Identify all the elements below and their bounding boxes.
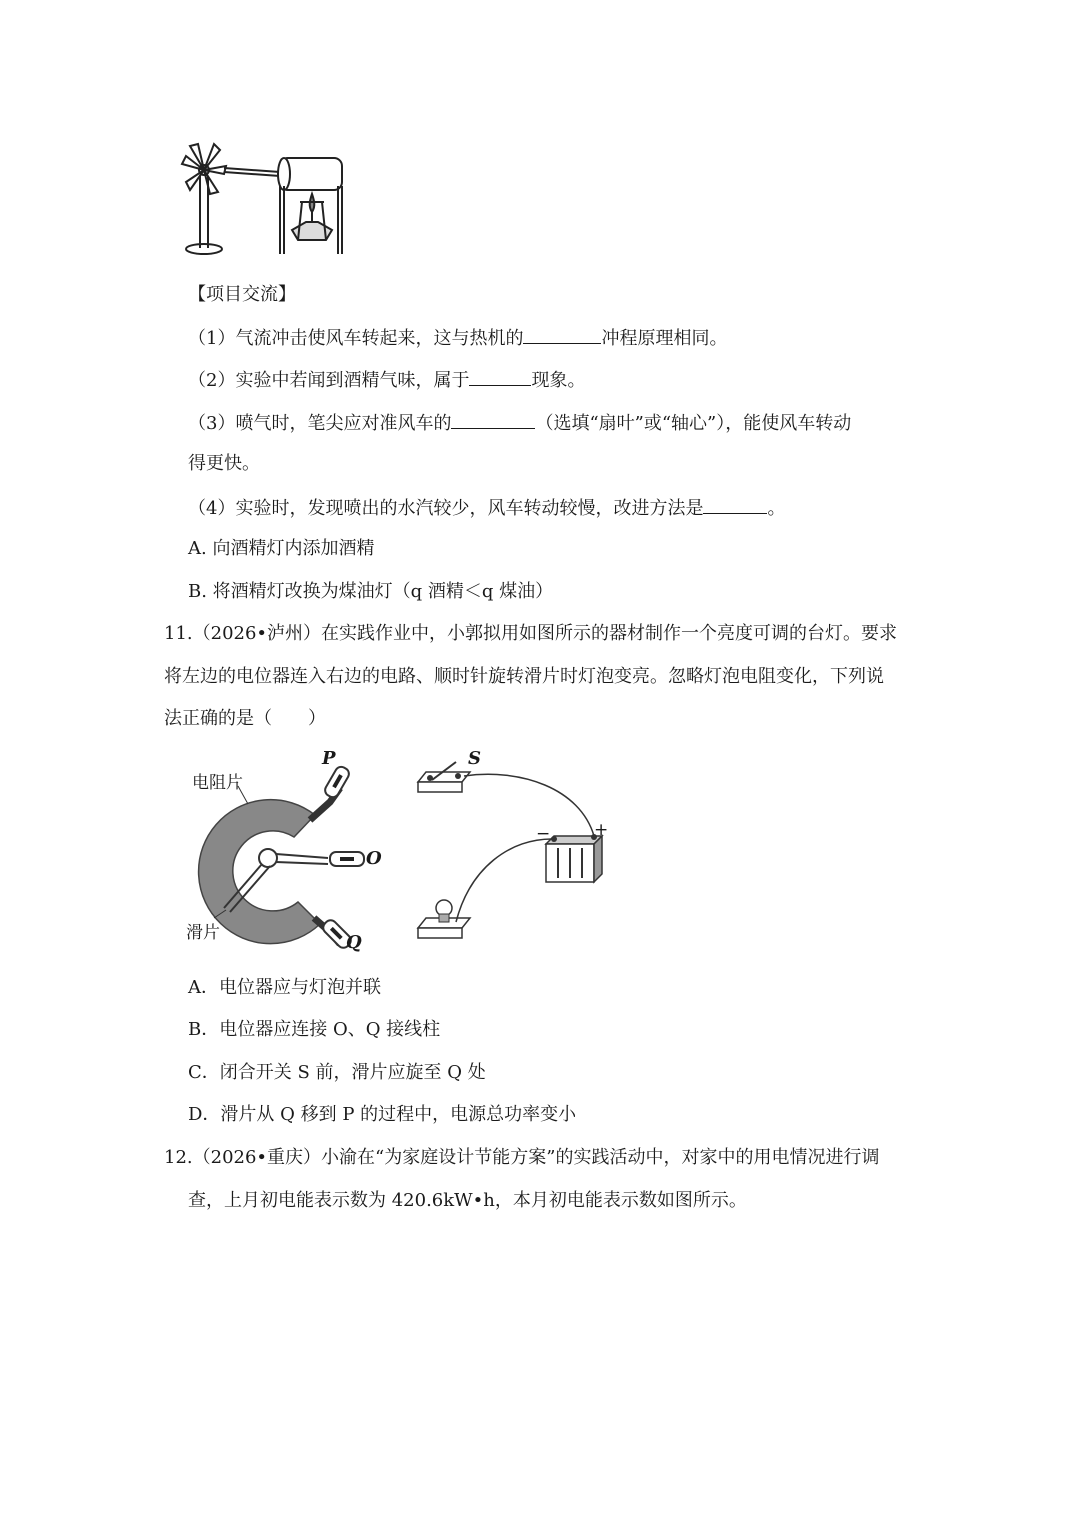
- question-11-line-1: 11.（2026•泸州）在实践作业中，小郭拟用如图所示的器材制作一个亮度可调的台灯。要求: [164, 623, 898, 644]
- question-1: [188, 325, 727, 351]
- potentiometer-circuit-figure: [180, 748, 620, 958]
- question-2-text: （2）实验中若闻到酒精气味，属于: [188, 370, 470, 391]
- answer-blank[interactable]: [703, 495, 767, 514]
- question-1-text-end: 冲程原理相同。: [601, 328, 728, 349]
- question-11-line-3: 法正确的是（ ）: [164, 708, 326, 729]
- question-2-text-end: 现象。: [531, 370, 586, 391]
- terminal-p-label: P: [322, 748, 336, 769]
- option-b: B. 将酒精灯改换为煤油灯（q 酒精＜q 煤油）: [188, 581, 554, 602]
- question-3: [188, 410, 851, 436]
- question-12-line-2: 查，上月初电能表示数为 420.6kW•h，本月初电能表示数如图所示。: [188, 1190, 747, 1211]
- question-11-line-2: 将左边的电位器连入右边的电路、顺时针旋转滑片时灯泡变亮。忽略灯泡电阻变化，下列说: [164, 666, 884, 687]
- answer-blank[interactable]: [451, 410, 535, 429]
- potentiometer-circuit-drawing: [180, 748, 620, 958]
- terminal-q-label: Q: [346, 932, 362, 953]
- q11-option-a: A．电位器应与灯泡并联: [188, 977, 381, 998]
- resistor-label: 电阻片: [192, 773, 243, 793]
- windmill-steam-apparatus-figure: [180, 136, 350, 261]
- question-12-line-1: 12.（2026•重庆）小渝在“为家庭设计节能方案”的实践活动中，对家中的用电情况进行调: [164, 1147, 880, 1168]
- question-3-text: （3）喷气时，笔尖应对准风车的: [188, 413, 452, 434]
- answer-blank[interactable]: [523, 325, 601, 344]
- project-heading: 【项目交流】: [188, 284, 296, 305]
- question-3-cont: 得更快。: [188, 453, 260, 474]
- question-2: [188, 367, 585, 393]
- battery-minus-label: −: [536, 824, 551, 844]
- q11-option-c: C．闭合开关 S 前，滑片应旋至 Q 处: [188, 1062, 486, 1083]
- question-4-text-end: 。: [767, 498, 786, 519]
- battery-plus-label: +: [594, 820, 609, 840]
- q11-option-d: D．滑片从 Q 移到 P 的过程中，电源总功率变小: [188, 1104, 577, 1125]
- answer-blank[interactable]: [469, 367, 531, 386]
- terminal-o-label: O: [366, 848, 382, 869]
- slider-label: 滑片: [186, 923, 220, 943]
- question-3-text-mid: （选填“扇叶”或“轴心”），能使风车转动: [535, 413, 852, 434]
- question-4-text: （4）实验时，发现喷出的水汽较少，风车转动较慢，改进方法是: [188, 498, 704, 519]
- question-4: [188, 495, 785, 521]
- q11-option-b: B．电位器应连接 O、Q 接线柱: [188, 1019, 441, 1040]
- option-a: A. 向酒精灯内添加酒精: [188, 538, 375, 559]
- windmill-blades: [182, 144, 226, 194]
- question-1-text: （1）气流冲击使风车转起来，这与热机的: [188, 328, 524, 349]
- switch-s-label: S: [468, 748, 481, 769]
